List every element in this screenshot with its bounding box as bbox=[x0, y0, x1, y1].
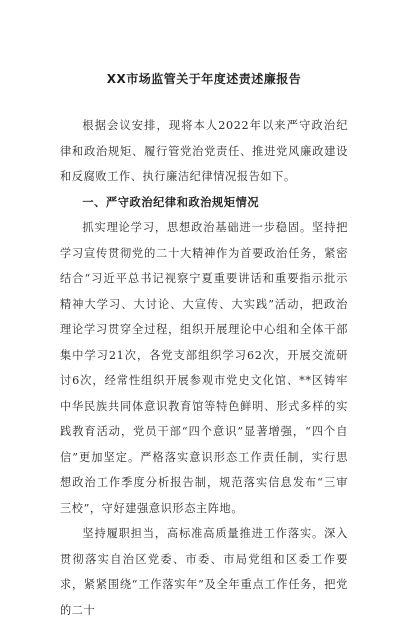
section-heading: 一、严守政治纪律和政治规矩情况 bbox=[82, 195, 260, 209]
body-paragraph: 抓实理论学习，思想政治基础进一步稳固。坚持把学习宣传贯彻党的二十大精神作为首要政治任务，紧密结合“习近平总书记视察宁夏重要讲话和重要指示批示精神大学习、大讨论、大宣传、大实践”活动，把政治理论学习贯穿全过程，组织开展理论中心组和全体干部集中学习21次，各党支部组织学习62次，开展交流研讨6次，经常性组织开展参观市党史文化馆、**区铸牢中华民族共同体意识教育馆等特色鲜明、形式多样的实践教育活动，党员干部“四个意识”显著增强，“四个自信”更加坚定。严格落实意识形态工作责任制，实行思想政治工作季度分析报告制，规范落实信息发布“三审三校”，守好建强意识形态主阵地。 bbox=[60, 221, 348, 515]
body-paragraph: 坚持履职担当，高标准高质量推进工作落实。深入贯彻落实自治区党委、市委、市局党组和区委工作要求，紧紧围绕“工作落实年”及全年重点工作任务，把党的二十 bbox=[60, 527, 348, 617]
document-title: XX市场监管关于年度述责述廉报告 bbox=[106, 72, 302, 86]
intro-paragraph: 根据会议安排，现将本人2022年以来严守政治纪律和政治规矩、履行管党治党责任、推进党风廉政建设和反腐败工作、执行廉洁纪律情况报告如下。 bbox=[60, 119, 348, 183]
